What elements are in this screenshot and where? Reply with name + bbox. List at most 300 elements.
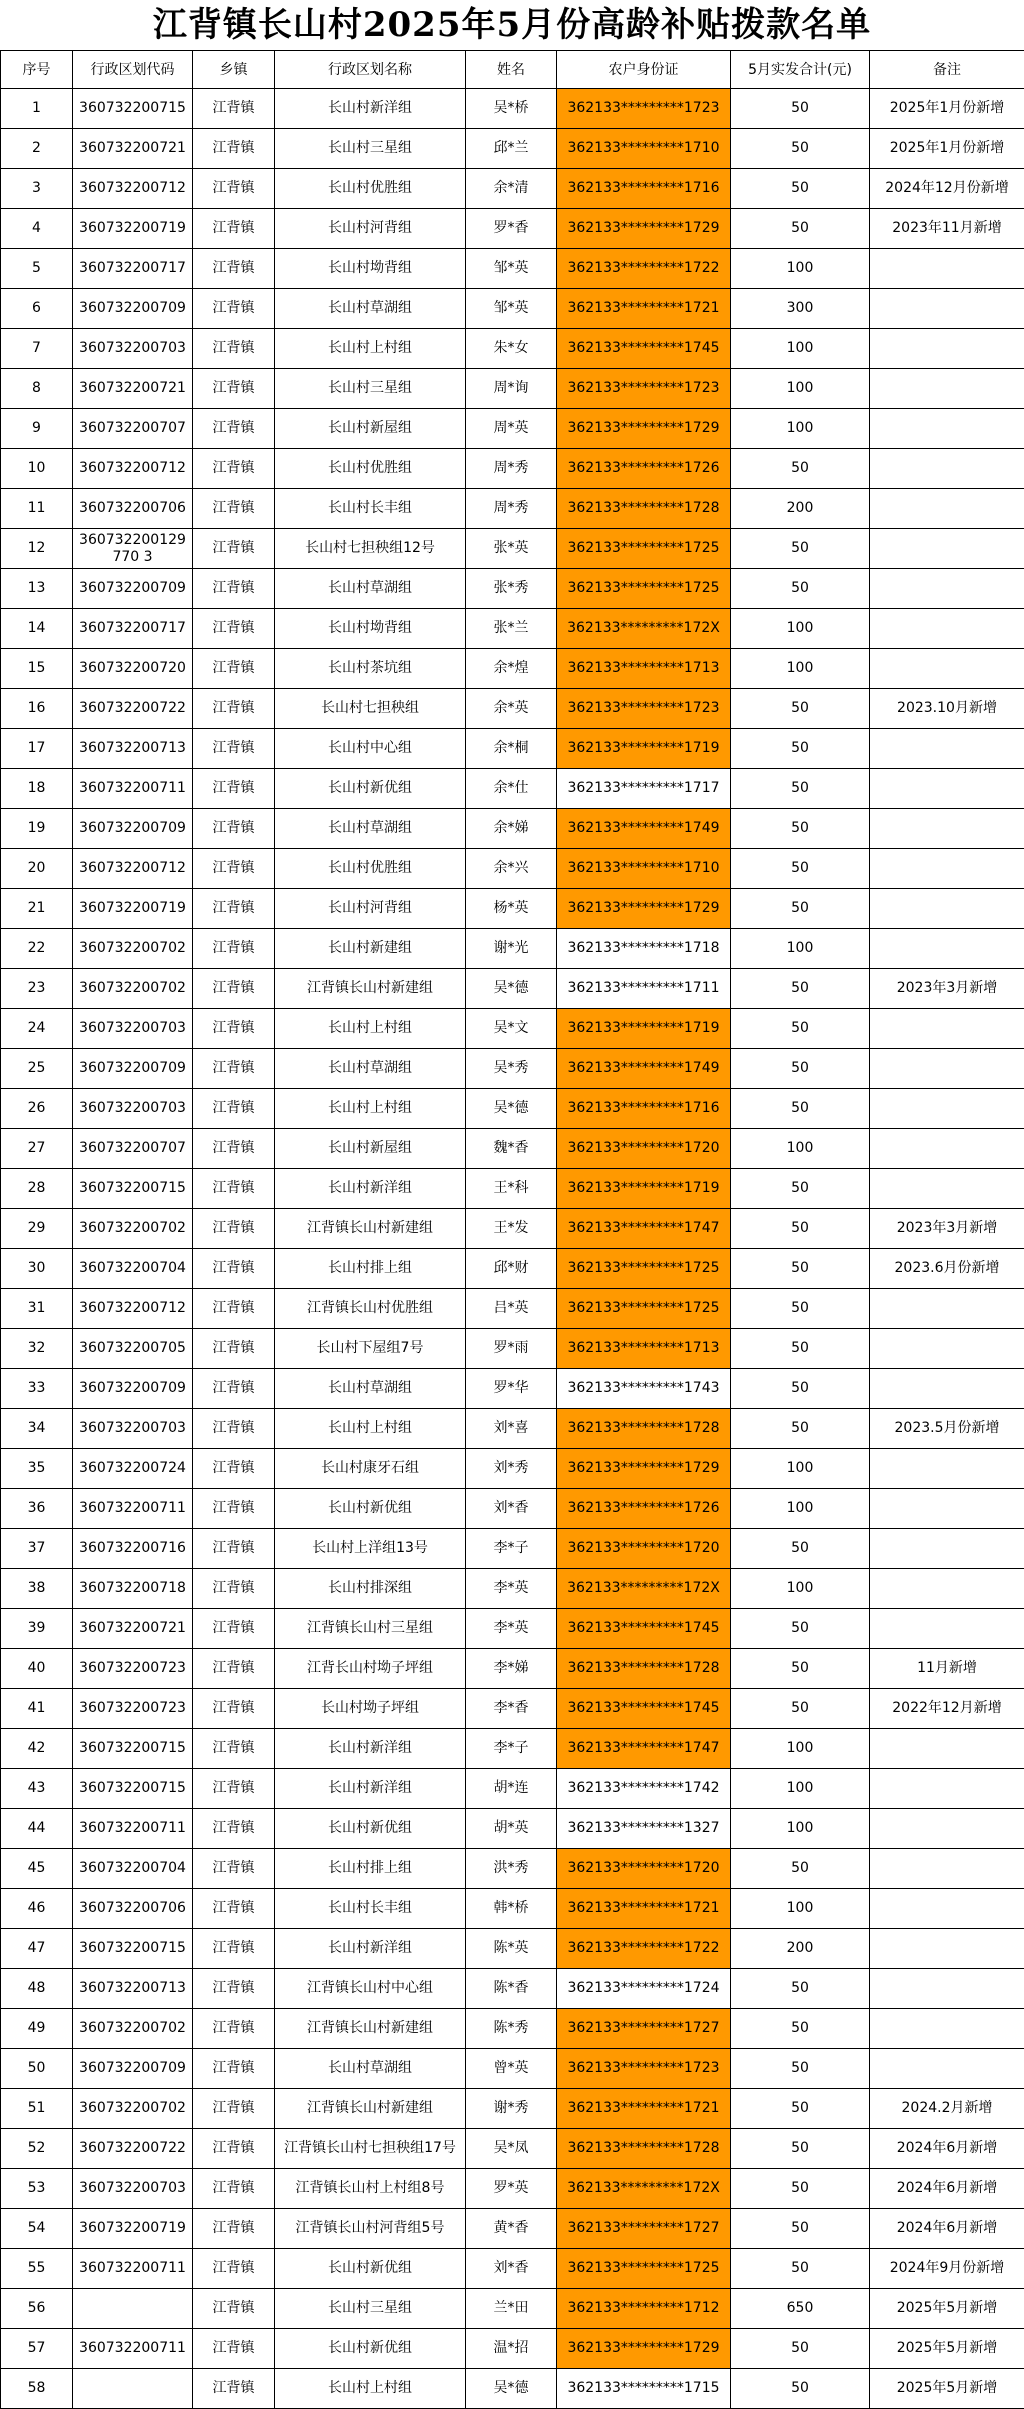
cell-town: 江背镇 xyxy=(193,1369,275,1409)
cell-id: 362133*********1721 xyxy=(557,1889,731,1929)
cell-area: 长山村新屋组 xyxy=(275,409,466,449)
table-row xyxy=(1,1569,1024,1609)
cell-area: 江背镇长山村新建组 xyxy=(275,1209,466,1249)
cell-note: 2023年3月新增 xyxy=(870,1209,1024,1249)
cell-town: 江背镇 xyxy=(193,289,275,329)
cell-id: 362133*********1720 xyxy=(557,1129,731,1169)
header-town: 乡镇 xyxy=(193,51,275,89)
table-row xyxy=(1,689,1024,729)
cell-town: 江背镇 xyxy=(193,1489,275,1529)
cell-note xyxy=(870,1529,1024,1569)
cell-no: 13 xyxy=(1,569,73,609)
cell-id: 362133*********1721 xyxy=(557,2089,731,2129)
cell-town: 江背镇 xyxy=(193,809,275,849)
cell-note xyxy=(870,1569,1024,1609)
cell-name: 吴*桥 xyxy=(466,89,557,129)
cell-town: 江背镇 xyxy=(193,1129,275,1169)
table-row xyxy=(1,129,1024,169)
cell-amount: 100 xyxy=(731,249,870,289)
table-row xyxy=(1,449,1024,489)
cell-area: 长山村上村组 xyxy=(275,2369,466,2409)
cell-amount: 50 xyxy=(731,889,870,929)
cell-code: 360732200704 xyxy=(73,1849,193,1889)
cell-area: 江背镇长山村河背组5号 xyxy=(275,2209,466,2249)
cell-id: 362133*********1725 xyxy=(557,1289,731,1329)
cell-code: 360732200715 xyxy=(73,1169,193,1209)
cell-amount: 50 xyxy=(731,449,870,489)
table-row xyxy=(1,369,1024,409)
cell-town: 江背镇 xyxy=(193,1609,275,1649)
cell-note: 11月新增 xyxy=(870,1649,1024,1689)
cell-amount: 50 xyxy=(731,689,870,729)
cell-code: 360732200715 xyxy=(73,1929,193,1969)
cell-area: 江背镇长山村上村组8号 xyxy=(275,2169,466,2209)
cell-code: 360732200707 xyxy=(73,1129,193,1169)
table-row xyxy=(1,1649,1024,1689)
cell-id: 362133*********172X xyxy=(557,1569,731,1609)
table-row xyxy=(1,2249,1024,2289)
cell-no: 6 xyxy=(1,289,73,329)
table-row xyxy=(1,2169,1024,2209)
cell-name: 周*英 xyxy=(466,409,557,449)
cell-note xyxy=(870,849,1024,889)
cell-id: 362133*********1725 xyxy=(557,2249,731,2289)
cell-name: 邱*财 xyxy=(466,1249,557,1289)
cell-code: 360732200703 xyxy=(73,1089,193,1129)
cell-amount: 50 xyxy=(731,1369,870,1409)
cell-area: 江背镇长山村新建组 xyxy=(275,969,466,1009)
cell-name: 曾*英 xyxy=(466,2049,557,2089)
table-row xyxy=(1,329,1024,369)
header-area: 行政区划名称 xyxy=(275,51,466,89)
cell-area: 长山村新优组 xyxy=(275,1489,466,1529)
cell-note xyxy=(870,1889,1024,1929)
table-row xyxy=(1,409,1024,449)
cell-id: 362133*********1725 xyxy=(557,529,731,569)
cell-town: 江背镇 xyxy=(193,1849,275,1889)
cell-code: 360732200712 xyxy=(73,849,193,889)
cell-id: 362133*********1728 xyxy=(557,489,731,529)
cell-note: 2022年12月新增 xyxy=(870,1689,1024,1729)
cell-name: 魏*香 xyxy=(466,1129,557,1169)
cell-no: 46 xyxy=(1,1889,73,1929)
cell-amount: 100 xyxy=(731,1569,870,1609)
subsidy-table xyxy=(0,50,1024,2409)
table-row xyxy=(1,1209,1024,1249)
cell-note: 2023年11月新增 xyxy=(870,209,1024,249)
cell-no: 26 xyxy=(1,1089,73,1129)
cell-area: 长山村新洋组 xyxy=(275,1729,466,1769)
cell-id: 362133*********1721 xyxy=(557,289,731,329)
cell-area: 长山村上村组 xyxy=(275,1409,466,1449)
cell-no: 25 xyxy=(1,1049,73,1089)
cell-note: 2024年9月份新增 xyxy=(870,2249,1024,2289)
cell-id: 362133*********1745 xyxy=(557,1609,731,1649)
cell-id: 362133*********1719 xyxy=(557,1169,731,1209)
cell-amount: 100 xyxy=(731,1489,870,1529)
cell-town: 江背镇 xyxy=(193,1729,275,1769)
cell-town: 江背镇 xyxy=(193,2049,275,2089)
cell-note xyxy=(870,529,1024,569)
cell-amount: 50 xyxy=(731,529,870,569)
cell-no: 43 xyxy=(1,1769,73,1809)
cell-amount: 50 xyxy=(731,2049,870,2089)
cell-id: 362133*********1749 xyxy=(557,1049,731,1089)
cell-name: 吴*德 xyxy=(466,2369,557,2409)
cell-amount: 200 xyxy=(731,489,870,529)
cell-note xyxy=(870,489,1024,529)
cell-code: 360732200702 xyxy=(73,2089,193,2129)
cell-name: 陈*秀 xyxy=(466,2009,557,2049)
cell-code: 360732200719 xyxy=(73,2209,193,2249)
cell-id: 362133*********1724 xyxy=(557,1969,731,2009)
cell-id: 362133*********1725 xyxy=(557,1249,731,1289)
cell-id: 362133*********1726 xyxy=(557,449,731,489)
cell-note xyxy=(870,1169,1024,1209)
cell-code: 360732200717 xyxy=(73,249,193,289)
cell-amount: 50 xyxy=(731,1209,870,1249)
table-row xyxy=(1,209,1024,249)
cell-area: 长山村中心组 xyxy=(275,729,466,769)
cell-name: 吴*德 xyxy=(466,1089,557,1129)
table-row xyxy=(1,569,1024,609)
cell-no: 52 xyxy=(1,2129,73,2169)
cell-code: 360732200715 xyxy=(73,1729,193,1769)
cell-area: 长山村新优组 xyxy=(275,1809,466,1849)
cell-amount: 100 xyxy=(731,329,870,369)
cell-no: 10 xyxy=(1,449,73,489)
cell-note xyxy=(870,729,1024,769)
cell-note: 2025年5月新增 xyxy=(870,2329,1024,2369)
cell-note: 2024.2月新增 xyxy=(870,2089,1024,2129)
cell-id: 362133*********1723 xyxy=(557,89,731,129)
cell-town: 江背镇 xyxy=(193,1529,275,1569)
cell-name: 吴*德 xyxy=(466,969,557,1009)
table-row xyxy=(1,1969,1024,2009)
cell-code: 360732200711 xyxy=(73,1489,193,1529)
cell-area: 长山村茶坑组 xyxy=(275,649,466,689)
cell-amount: 50 xyxy=(731,2209,870,2249)
cell-town: 江背镇 xyxy=(193,89,275,129)
cell-name: 余*兴 xyxy=(466,849,557,889)
table-row xyxy=(1,1169,1024,1209)
cell-code: 360732200703 xyxy=(73,2169,193,2209)
cell-area: 长山村优胜组 xyxy=(275,449,466,489)
cell-amount: 100 xyxy=(731,409,870,449)
cell-no: 29 xyxy=(1,1209,73,1249)
cell-area: 长山村新建组 xyxy=(275,929,466,969)
cell-note xyxy=(870,1929,1024,1969)
cell-no: 49 xyxy=(1,2009,73,2049)
cell-area: 江背镇长山村七担秧组17号 xyxy=(275,2129,466,2169)
cell-amount: 50 xyxy=(731,2369,870,2409)
cell-id: 362133*********1726 xyxy=(557,1489,731,1529)
cell-id: 362133*********1710 xyxy=(557,129,731,169)
cell-id: 362133*********1729 xyxy=(557,1449,731,1489)
cell-amount: 50 xyxy=(731,1689,870,1729)
cell-name: 洪*秀 xyxy=(466,1849,557,1889)
cell-town: 江背镇 xyxy=(193,2009,275,2049)
cell-amount: 200 xyxy=(731,1929,870,1969)
cell-id: 362133*********1716 xyxy=(557,169,731,209)
cell-town: 江背镇 xyxy=(193,849,275,889)
cell-area: 长山村新优组 xyxy=(275,2329,466,2369)
cell-no: 3 xyxy=(1,169,73,209)
cell-name: 朱*女 xyxy=(466,329,557,369)
cell-amount: 50 xyxy=(731,1249,870,1289)
cell-no: 56 xyxy=(1,2289,73,2329)
cell-code: 360732200715 xyxy=(73,89,193,129)
cell-id: 362133*********1728 xyxy=(557,1649,731,1689)
cell-name: 谢*秀 xyxy=(466,2089,557,2129)
cell-amount: 50 xyxy=(731,1049,870,1089)
cell-area: 长山村上村组 xyxy=(275,329,466,369)
cell-town: 江背镇 xyxy=(193,409,275,449)
cell-no: 55 xyxy=(1,2249,73,2289)
cell-amount: 50 xyxy=(731,969,870,1009)
cell-amount: 50 xyxy=(731,2009,870,2049)
table-row xyxy=(1,1289,1024,1329)
cell-area: 长山村下屋组7号 xyxy=(275,1329,466,1369)
cell-amount: 50 xyxy=(731,849,870,889)
cell-id: 362133*********1725 xyxy=(557,569,731,609)
cell-area: 长山村草湖组 xyxy=(275,1369,466,1409)
table-row xyxy=(1,1249,1024,1289)
cell-amount: 100 xyxy=(731,929,870,969)
cell-town: 江背镇 xyxy=(193,1649,275,1689)
cell-area: 长山村排上组 xyxy=(275,1849,466,1889)
cell-id: 362133*********1729 xyxy=(557,409,731,449)
cell-amount: 50 xyxy=(731,1169,870,1209)
cell-no: 41 xyxy=(1,1689,73,1729)
table-row xyxy=(1,1689,1024,1729)
cell-no: 8 xyxy=(1,369,73,409)
cell-code: 360732200719 xyxy=(73,889,193,929)
cell-area: 长山村上村组 xyxy=(275,1089,466,1129)
cell-code: 360732200717 xyxy=(73,609,193,649)
cell-no: 12 xyxy=(1,529,73,569)
cell-name: 张*秀 xyxy=(466,569,557,609)
cell-id: 362133*********1716 xyxy=(557,1089,731,1129)
cell-area: 长山村新洋组 xyxy=(275,89,466,129)
cell-no: 2 xyxy=(1,129,73,169)
cell-code: 360732200704 xyxy=(73,1249,193,1289)
cell-code: 360732200718 xyxy=(73,1569,193,1609)
cell-no: 19 xyxy=(1,809,73,849)
table-row xyxy=(1,1329,1024,1369)
cell-no: 7 xyxy=(1,329,73,369)
table-row xyxy=(1,1089,1024,1129)
cell-note xyxy=(870,1369,1024,1409)
cell-code: 360732200722 xyxy=(73,689,193,729)
cell-name: 胡*连 xyxy=(466,1769,557,1809)
cell-no: 39 xyxy=(1,1609,73,1649)
cell-amount: 50 xyxy=(731,209,870,249)
cell-note: 2024年12月份新增 xyxy=(870,169,1024,209)
cell-no: 17 xyxy=(1,729,73,769)
table-row xyxy=(1,1889,1024,1929)
cell-amount: 50 xyxy=(731,1849,870,1889)
cell-note: 2025年1月份新增 xyxy=(870,89,1024,129)
table-row xyxy=(1,2129,1024,2169)
cell-area: 长山村上村组 xyxy=(275,1009,466,1049)
cell-amount: 50 xyxy=(731,729,870,769)
cell-no: 35 xyxy=(1,1449,73,1489)
cell-area: 长山村草湖组 xyxy=(275,1049,466,1089)
cell-amount: 50 xyxy=(731,2169,870,2209)
cell-amount: 50 xyxy=(731,2129,870,2169)
cell-town: 江背镇 xyxy=(193,929,275,969)
table-row xyxy=(1,649,1024,689)
cell-area: 江背镇长山村优胜组 xyxy=(275,1289,466,1329)
cell-no: 45 xyxy=(1,1849,73,1889)
cell-area: 江背镇长山村中心组 xyxy=(275,1969,466,2009)
cell-amount: 50 xyxy=(731,1529,870,1569)
cell-town: 江背镇 xyxy=(193,2329,275,2369)
cell-no: 23 xyxy=(1,969,73,1009)
cell-name: 刘*秀 xyxy=(466,1449,557,1489)
cell-id: 362133*********1723 xyxy=(557,2049,731,2089)
cell-amount: 50 xyxy=(731,1609,870,1649)
cell-area: 长山村新优组 xyxy=(275,2249,466,2289)
cell-code: 360732200709 xyxy=(73,569,193,609)
cell-name: 李*娣 xyxy=(466,1649,557,1689)
cell-id: 362133*********1719 xyxy=(557,1009,731,1049)
cell-note xyxy=(870,1089,1024,1129)
cell-name: 王*发 xyxy=(466,1209,557,1249)
cell-code: 360732200706 xyxy=(73,1889,193,1929)
cell-town: 江背镇 xyxy=(193,1409,275,1449)
cell-town: 江背镇 xyxy=(193,2169,275,2209)
cell-no: 4 xyxy=(1,209,73,249)
cell-code xyxy=(73,2289,193,2329)
cell-area: 长山村新洋组 xyxy=(275,1769,466,1809)
cell-amount: 50 xyxy=(731,1089,870,1129)
cell-name: 李*香 xyxy=(466,1689,557,1729)
cell-name: 余*煌 xyxy=(466,649,557,689)
cell-no: 14 xyxy=(1,609,73,649)
cell-code: 360732200713 xyxy=(73,1969,193,2009)
cell-name: 李*英 xyxy=(466,1569,557,1609)
cell-note xyxy=(870,609,1024,649)
cell-note xyxy=(870,1009,1024,1049)
cell-amount: 50 xyxy=(731,89,870,129)
cell-code: 360732200711 xyxy=(73,1809,193,1849)
cell-town: 江背镇 xyxy=(193,529,275,569)
cell-id: 362133*********1717 xyxy=(557,769,731,809)
cell-id: 362133*********1747 xyxy=(557,1209,731,1249)
cell-area: 长山村七担秧组12号 xyxy=(275,529,466,569)
cell-town: 江背镇 xyxy=(193,729,275,769)
cell-amount: 50 xyxy=(731,1969,870,2009)
cell-town: 江背镇 xyxy=(193,129,275,169)
cell-code: 360732200719 xyxy=(73,209,193,249)
table-row xyxy=(1,969,1024,1009)
cell-area: 长山村草湖组 xyxy=(275,289,466,329)
cell-id: 362133*********172X xyxy=(557,609,731,649)
cell-town: 江背镇 xyxy=(193,1049,275,1089)
cell-id: 362133*********1715 xyxy=(557,2369,731,2409)
cell-no: 44 xyxy=(1,1809,73,1849)
cell-code: 360732200705 xyxy=(73,1329,193,1369)
cell-name: 周*秀 xyxy=(466,489,557,529)
cell-town: 江背镇 xyxy=(193,209,275,249)
cell-no: 47 xyxy=(1,1929,73,1969)
cell-amount: 100 xyxy=(731,1449,870,1489)
cell-id: 362133*********172X xyxy=(557,2169,731,2209)
cell-town: 江背镇 xyxy=(193,889,275,929)
cell-note xyxy=(870,649,1024,689)
cell-name: 余*仕 xyxy=(466,769,557,809)
cell-no: 16 xyxy=(1,689,73,729)
cell-town: 江背镇 xyxy=(193,609,275,649)
cell-amount: 100 xyxy=(731,1889,870,1929)
cell-note xyxy=(870,1329,1024,1369)
cell-area: 江背镇长山村新建组 xyxy=(275,2009,466,2049)
cell-code: 360732200709 xyxy=(73,1049,193,1089)
cell-area: 长山村坳子坪组 xyxy=(275,1689,466,1729)
table-row xyxy=(1,249,1024,289)
cell-id: 362133*********1327 xyxy=(557,1809,731,1849)
cell-note xyxy=(870,1489,1024,1529)
table-row xyxy=(1,1129,1024,1169)
cell-area: 长山村三星组 xyxy=(275,369,466,409)
cell-code: 360732200712 xyxy=(73,1289,193,1329)
cell-id: 362133*********1713 xyxy=(557,649,731,689)
cell-no: 1 xyxy=(1,89,73,129)
cell-note xyxy=(870,929,1024,969)
cell-town: 江背镇 xyxy=(193,2129,275,2169)
table-row xyxy=(1,1729,1024,1769)
cell-amount: 650 xyxy=(731,2289,870,2329)
cell-town: 江背镇 xyxy=(193,649,275,689)
cell-code: 360732200703 xyxy=(73,329,193,369)
cell-no: 31 xyxy=(1,1289,73,1329)
cell-note: 2024年6月新增 xyxy=(870,2209,1024,2249)
cell-note xyxy=(870,449,1024,489)
table-row xyxy=(1,809,1024,849)
cell-note xyxy=(870,1769,1024,1809)
cell-no: 33 xyxy=(1,1369,73,1409)
cell-no: 34 xyxy=(1,1409,73,1449)
cell-amount: 100 xyxy=(731,649,870,689)
cell-id: 362133*********1742 xyxy=(557,1769,731,1809)
cell-note xyxy=(870,889,1024,929)
cell-town: 江背镇 xyxy=(193,1209,275,1249)
table-row xyxy=(1,929,1024,969)
cell-code: 360732200721 xyxy=(73,1609,193,1649)
cell-note: 2023.5月份新增 xyxy=(870,1409,1024,1449)
cell-town: 江背镇 xyxy=(193,249,275,289)
cell-name: 邹*英 xyxy=(466,249,557,289)
cell-name: 兰*田 xyxy=(466,2289,557,2329)
table-row xyxy=(1,1769,1024,1809)
cell-town: 江背镇 xyxy=(193,2209,275,2249)
cell-id: 362133*********1722 xyxy=(557,249,731,289)
cell-area: 长山村优胜组 xyxy=(275,169,466,209)
cell-town: 江背镇 xyxy=(193,449,275,489)
cell-no: 36 xyxy=(1,1489,73,1529)
cell-name: 罗*香 xyxy=(466,209,557,249)
cell-area: 长山村康牙石组 xyxy=(275,1449,466,1489)
cell-town: 江背镇 xyxy=(193,489,275,529)
cell-code: 360732200724 xyxy=(73,1449,193,1489)
cell-name: 邹*英 xyxy=(466,289,557,329)
cell-id: 362133*********1745 xyxy=(557,1689,731,1729)
cell-id: 362133*********1727 xyxy=(557,2209,731,2249)
cell-note xyxy=(870,569,1024,609)
table-row xyxy=(1,1369,1024,1409)
